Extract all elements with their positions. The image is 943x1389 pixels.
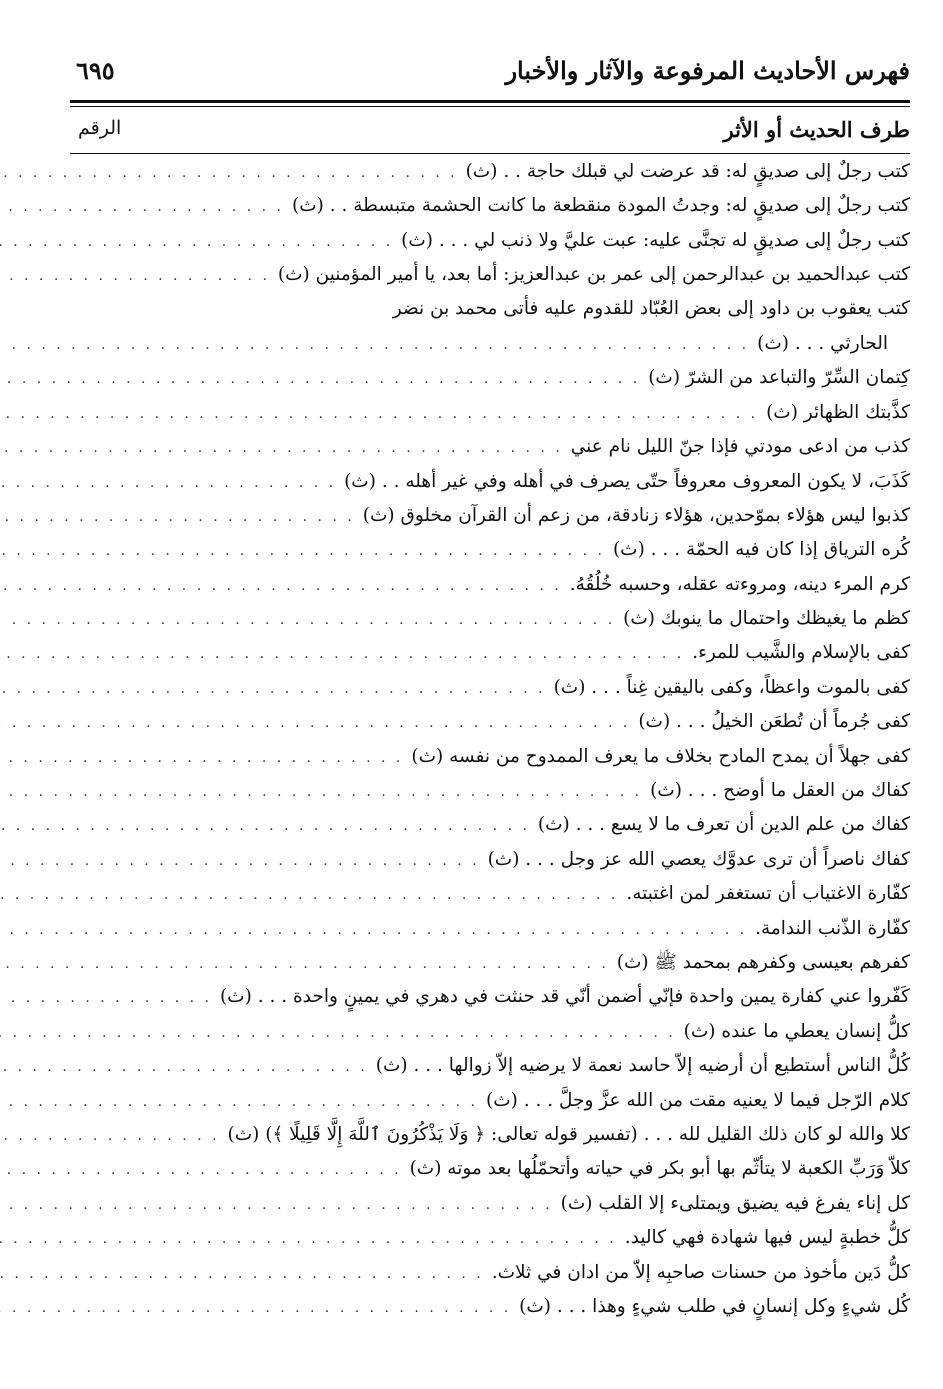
leader-dots <box>0 199 284 215</box>
leader-dots <box>0 750 403 766</box>
entry-text: كِتمان السِّرّ والتباعد من الشرّ (ث) <box>648 367 910 389</box>
entry-text: كتب عبدالحميد بن عبدالرحمن إلى عمر بن عبدالعزيز: أما بعد، يا أمير المؤمنين (ث) <box>277 264 910 286</box>
leader-dots <box>0 646 684 662</box>
index-entry <box>70 882 910 916</box>
entry-text: كَفّروا عني كفارة يمين واحدة فإنّي أضمن أنّي قد حنثت في دهري في يمينٍ واحدة . . . (ث) <box>219 986 910 1008</box>
entry-text: كفاك من علم الدين أن تعرف ما لا يسع . . . (ث) <box>537 814 910 836</box>
header-rule <box>70 100 910 107</box>
index-entry <box>70 917 910 951</box>
leader-dots <box>0 1197 553 1213</box>
leader-dots <box>0 371 640 387</box>
index-entry <box>70 1261 910 1295</box>
index-entry <box>70 435 910 469</box>
column-header <box>70 107 910 153</box>
index-entries <box>70 160 910 1329</box>
column-label-text: طرف الحديث أو الأثر <box>723 117 910 142</box>
leader-dots <box>0 956 609 972</box>
leader-dots <box>0 440 563 456</box>
leader-dots <box>0 1094 478 1110</box>
entry-text: كلاّ وَرَبِّ الكعبة لا يتأثّم بها أبو بكر في حياته وأتحمّلُها بعد موته (ث) <box>409 1158 910 1180</box>
index-entry <box>70 194 910 228</box>
column-label-number: الرقم <box>78 117 122 139</box>
leader-dots <box>0 1025 676 1041</box>
index-entry <box>70 1157 910 1191</box>
index-entry <box>70 710 910 744</box>
document-page <box>70 50 910 1350</box>
entry-text: كفاك ناصراً أن ترى عدوَّك يعصي الله عز وجل . . . (ث) <box>487 848 910 870</box>
page-number: ٦٩٥ <box>76 56 115 85</box>
index-entry <box>70 951 910 985</box>
index-entry <box>70 745 910 779</box>
index-entry <box>70 298 910 332</box>
leader-dots <box>0 337 749 353</box>
entry-text: كلا والله لو كان ذلك القليل لله . . . (تفسير قوله تعالى: ﴿ وَلَا يَذْكُرُونَ ٱللَّهَ إِلَّا قَلِيلًا ﴾) (ث) <box>227 1123 910 1145</box>
entry-text: كتب رجلٌ إلى صديقٍ له: وجدتُ المودة منقطعة ما كانت الحشمة متبسطة . . (ث) <box>292 195 910 217</box>
entry-text: كفّارة الاغتياب أن تستغفر لمن اغتبته. <box>626 883 910 905</box>
entry-text: كلُّ إنسان يعطي ما عنده (ث) <box>683 1020 910 1042</box>
leader-dots <box>0 475 336 491</box>
leader-dots <box>0 268 270 284</box>
leader-dots <box>0 1162 402 1178</box>
entry-text: كلام الرّجل فيما لا يعنيه مقت من الله عزَّ وجلَّ . . . (ث) <box>485 1089 910 1111</box>
index-entry <box>70 504 910 538</box>
entry-text: كذب من ادعى مودتي فإذا جنّ الليل نام عني <box>570 436 910 458</box>
leader-dots <box>0 715 630 731</box>
index-entry <box>70 848 910 882</box>
leader-dots <box>0 990 212 1006</box>
index-entry <box>70 1192 910 1226</box>
entry-text: كتب رجلٌ إلى صديقٍ له: قد عرضت لي قبلك حاجة . . (ث) <box>465 161 910 182</box>
leader-dots <box>0 406 758 422</box>
index-entry <box>70 229 910 263</box>
entry-text: كفرهم بعيسى وكفرهم بمحمد ﷺ (ث) <box>616 951 910 973</box>
index-entry <box>70 641 910 675</box>
leader-dots <box>0 681 546 697</box>
index-entry <box>70 160 910 194</box>
running-header <box>70 50 910 94</box>
entry-text: كفّارة الذّنب الندامة. <box>755 917 910 939</box>
entry-text: كرم المرء دينه، ومروءته عقله، وحسبه خُلُقُهُ. <box>569 573 910 595</box>
leader-dots <box>0 543 605 559</box>
entry-text: كُره الترياق إذا كان فيه الحمّة . . . (ث) <box>612 539 910 561</box>
leader-dots <box>0 818 530 834</box>
leader-dots <box>0 887 618 903</box>
entry-text: كَذَبَ، لا يكون المعروف معروفاً حتّى يصرف في أهله وفي غير أهله . . (ث) <box>344 470 910 492</box>
leader-dots <box>0 1300 511 1316</box>
entry-text: كظم ما يغيظك واحتمال ما ينوبك (ث) <box>623 608 910 630</box>
leader-dots <box>0 922 747 938</box>
index-entry <box>70 607 910 641</box>
entry-text: الحارثي . . . (ث) <box>757 332 888 354</box>
index-entry <box>70 985 910 1019</box>
index-entry <box>70 779 910 813</box>
index-entry <box>70 538 910 572</box>
leader-dots <box>0 853 480 869</box>
index-entry <box>70 470 910 504</box>
leader-dots <box>0 1128 220 1144</box>
index-entry <box>70 1295 910 1329</box>
entry-text: كتب يعقوب بن داود إلى بعض العُبّاد للقدوم عليه فأتى محمد بن نضر <box>392 297 910 319</box>
leader-dots <box>0 165 458 181</box>
leader-dots <box>0 1231 617 1247</box>
leader-dots <box>0 612 615 628</box>
entry-text: كذبوا ليس هؤلاء بموّحدين، هؤلاء زنادقة، من زعم أن القرآن مخلوق (ث) <box>362 504 910 526</box>
leader-dots <box>0 509 355 525</box>
index-entry <box>70 813 910 847</box>
leader-dots <box>0 234 393 250</box>
index-entry <box>70 1054 910 1088</box>
index-entry <box>70 263 910 297</box>
entry-text: كُلُّ الناس أستطيع أن أرضيه إلاّ حاسد نعمة لا يرضيه إلاّ زوالها . . . (ث) <box>375 1055 910 1077</box>
index-entry <box>70 366 910 400</box>
running-title: فهرس الأحاديث المرفوعة والآثار والأخبار <box>505 56 910 85</box>
entry-text: كتب رجلٌ إلى صديقٍ له تجنَّى عليه: عبت عليَّ ولا ذنب لي . . . (ث) <box>401 229 910 251</box>
leader-dots <box>0 1266 484 1282</box>
index-entry <box>70 1226 910 1260</box>
leader-dots <box>0 578 562 594</box>
index-entry <box>70 401 910 435</box>
index-entry <box>70 676 910 710</box>
entry-text: كلُّ دَين مأخوذ من حسنات صاحبِه إلاّ من ادان في ثلاث. <box>491 1261 910 1283</box>
entry-text: كذَّبتك الظهائر (ث) <box>766 401 910 423</box>
entry-text: كفى جُرماً أن تُطعَن الخيلُ . . . (ث) <box>638 711 910 733</box>
index-entry <box>70 1089 910 1123</box>
entry-text: كفى بالإسلام والشَّيب للمرء. <box>692 642 910 664</box>
index-entry <box>70 1020 910 1054</box>
leader-dots <box>0 784 642 800</box>
entry-text: كل إناء يفرغ فيه يضيق ويمتلىء إلا القلب (ث) <box>560 1192 910 1214</box>
index-entry <box>70 1123 910 1157</box>
index-entry <box>70 332 910 366</box>
entry-text: كفى بالموت واعظاً، وكفى باليقين غِناً . . . (ث) <box>553 676 910 698</box>
entry-text: كلُّ خطبةٍ ليس فيها شهادة فهي كاليد. <box>624 1227 910 1249</box>
entry-text: كفى جهلاً أن يمدح المادح بخلاف ما يعرف الممدوح من نفسه (ث) <box>411 745 910 767</box>
entry-text: كُل شيءٍ وكل إنسانٍ في طلب شيءٍ وهذا . . . (ث) <box>519 1295 910 1317</box>
leader-dots <box>0 1059 368 1075</box>
column-rule <box>70 153 910 154</box>
entry-text: كفاك من العقل ما أوضح . . . (ث) <box>650 780 910 802</box>
index-entry <box>70 573 910 607</box>
